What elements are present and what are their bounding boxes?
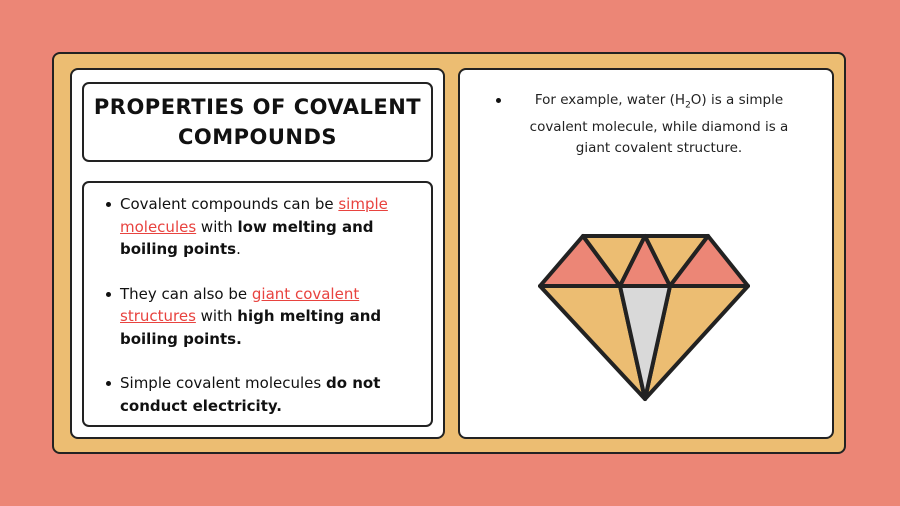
example-text: [480, 90, 816, 159]
bullet-item: [120, 193, 423, 261]
example-text-part: For example, water (H: [534, 92, 686, 108]
example-text-block: [480, 90, 816, 159]
bullet-text: Simple covalent molecules: [120, 374, 326, 392]
bullet-text: They can also be: [120, 284, 252, 303]
bullet-text: .: [236, 240, 241, 258]
title-box: [82, 82, 433, 162]
bullet-item: [120, 283, 423, 351]
simple-molecules-link[interactable]: simple molecules: [120, 195, 388, 236]
bullet-text: Covalent compounds can be: [120, 195, 339, 213]
bullet-text: with: [196, 217, 238, 236]
left-panel: [70, 68, 445, 439]
bullet-bold-text: low melting and boiling points: [120, 217, 374, 258]
bullet-text: with: [195, 307, 238, 325]
bullet-list-box: [82, 181, 433, 427]
bullet-bold-text: do not conduct electricity.: [120, 374, 381, 415]
bullet-bold-text: high melting and boiling points.: [120, 307, 382, 348]
bullet-list: [84, 183, 431, 417]
page-title: PROPERTIES OF COVALENT COMPOUNDS: [93, 95, 422, 149]
giant-covalent-structures-link[interactable]: giant covalent structures: [120, 284, 360, 325]
bullet-dot: [496, 98, 501, 103]
bullet-item: [120, 372, 423, 417]
right-panel: [458, 68, 834, 439]
slide-frame: [52, 52, 846, 454]
example-text-part: O) is a simple covalent molecule, while diamond is a giant covalent structure.: [529, 92, 789, 156]
diamond-icon: [538, 232, 750, 402]
subscript: 2: [685, 100, 691, 111]
